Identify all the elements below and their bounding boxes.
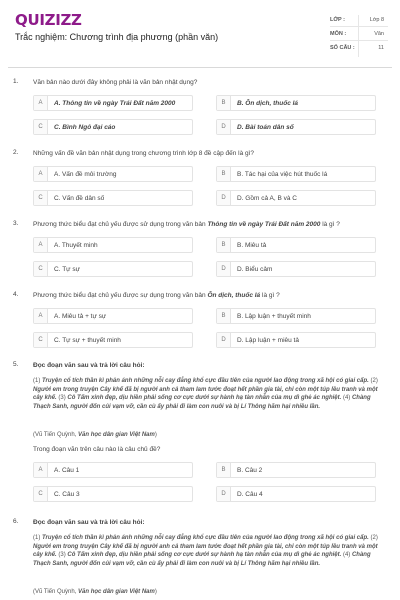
option-text: B. Lập luận + thuyết minh xyxy=(237,312,311,320)
option-letter: D xyxy=(217,333,231,347)
sentence-text: Chàng Thạch Sanh, người đốn củi vạm vỡ, cần cù ấy phải đi làm con nuôi và bị Lí Thông hãm hại nhiều lần. xyxy=(33,395,371,410)
option-text: A. Thông tin về ngày Trái Đất năm 2000 xyxy=(54,99,176,107)
meta-label: SỐ CÂU : xyxy=(330,45,355,51)
sentence-text: Truyện cổ tích thần kì phản ánh những nỗi cay đắng khổ cực đầu tiên của người lao động trong xã hội có giai cấp. xyxy=(42,535,369,541)
option-text: D. Câu 4 xyxy=(237,490,263,498)
meta-label: LỚP : xyxy=(330,16,345,23)
option-c[interactable] xyxy=(33,261,193,277)
option-b[interactable] xyxy=(216,166,376,182)
meta-row-class xyxy=(330,13,388,27)
option-text: C. Câu 3 xyxy=(54,490,80,498)
option-c[interactable] xyxy=(33,332,193,348)
option-a[interactable] xyxy=(33,462,193,478)
sentence-text: Người em trong truyện Cây khế đã bị người anh cả tham lam tước đoạt hết phần gia tài, chỉ còn một túp lều tranh và một cây khế. xyxy=(33,543,378,558)
option-text: B. Miêu tả xyxy=(237,241,267,249)
option-letter: B xyxy=(217,463,231,477)
sentence-text: Truyện cổ tích thần kì phản ánh những nỗi cay đắng khổ cực đầu tiên của người lao động trong xã hội có giai cấp. xyxy=(42,378,369,384)
option-letter: D xyxy=(217,120,231,134)
meta-value: 11 xyxy=(378,45,384,51)
question-text-title: Thông tin về ngày Trái Đất năm 2000 xyxy=(207,221,321,228)
question-number: 6. xyxy=(13,518,19,525)
option-text: C. Tự sự xyxy=(54,265,80,273)
question-number: 4. xyxy=(13,291,19,298)
sentence-text: Cô Tấm xinh đẹp, dịu hiền phải sống cơ cực dưới sự hành hạ tàn nhẫn của mụ dì ghẻ ác nghiệt. xyxy=(67,552,342,558)
citation-close: ) xyxy=(154,589,157,595)
option-letter: B xyxy=(217,238,231,252)
question-text-title: Ôn dịch, thuốc lá xyxy=(207,292,261,299)
option-b[interactable] xyxy=(216,308,376,324)
sentence-number: (1) xyxy=(33,535,42,541)
option-text: A. Thuyết minh xyxy=(54,241,98,249)
option-text: A. Câu 1 xyxy=(54,466,80,474)
option-d[interactable] xyxy=(216,486,376,502)
reading-passage xyxy=(33,534,378,568)
option-text: B. Câu 2 xyxy=(237,466,263,474)
option-d[interactable] xyxy=(216,119,376,135)
option-text: D. Biểu cảm xyxy=(237,265,273,273)
citation-source: Văn học dân gian Việt Nam xyxy=(78,432,155,438)
question-text-post: là gì ? xyxy=(260,292,280,299)
question-text xyxy=(33,220,378,229)
citation-source: Văn học dân gian Việt Nam xyxy=(78,589,155,595)
option-letter: C xyxy=(34,191,48,205)
option-letter: A xyxy=(34,309,48,323)
question-number: 2. xyxy=(13,149,19,156)
option-letter: B xyxy=(217,167,231,181)
question-number: 1. xyxy=(13,78,19,85)
option-text: A. Miêu tả + tự sự xyxy=(54,312,107,320)
question-number: 5. xyxy=(13,361,19,368)
option-text: B. Tác hại của việc hút thuốc lá xyxy=(237,170,328,178)
option-letter: B xyxy=(217,96,231,110)
option-letter: A xyxy=(34,238,48,252)
option-d[interactable] xyxy=(216,190,376,206)
question-text: Văn bản nào dưới đây không phải là văn bản nhật dụng? xyxy=(33,79,198,86)
meta-value: Lớp 8 xyxy=(369,16,384,23)
worksheet-header xyxy=(0,0,400,66)
option-text: C. Vấn đề dân số xyxy=(54,194,105,202)
option-text: A. Vấn đề môi trường xyxy=(54,170,117,178)
option-d[interactable] xyxy=(216,261,376,277)
sub-question: Trong đoạn văn trên câu nào là câu chủ đề? xyxy=(33,446,161,453)
sentence-text: Người em trong truyện Cây khế đã bị người anh cả tham lam tước đoạt hết phần gia tài, chỉ còn một túp lều tranh và một cây khế. xyxy=(33,386,378,401)
quizizz-logo: QUIZIZZ xyxy=(15,11,82,29)
sentence-number: (4) xyxy=(341,552,352,558)
option-text: D. Gồm cả A, B và C xyxy=(237,194,297,202)
option-c[interactable] xyxy=(33,190,193,206)
sentence-number: (3) xyxy=(56,395,68,401)
question-text: Những vấn đề văn bản nhật dụng trong chương trình lớp 8 đề cập đến là gì? xyxy=(33,150,255,157)
option-letter: C xyxy=(34,262,48,276)
sentence-text: Cô Tấm xinh đẹp, dịu hiền phải sống cơ cực dưới sự hành hạ tàn nhẫn của mụ dì ghẻ ác nghiệt. xyxy=(67,395,342,401)
option-a[interactable] xyxy=(33,95,193,111)
citation-author: (Vũ Tiến Quỳnh, xyxy=(33,589,79,595)
worksheet-title: Trắc nghiệm: Chương trình địa phương (phần văn) xyxy=(15,32,219,42)
citation-author: (Vũ Tiến Quỳnh, xyxy=(33,432,79,438)
citation-close: ) xyxy=(154,432,157,438)
sentence-number: (3) xyxy=(56,552,68,558)
sentence-text: Chàng Thạch Sanh, người đốn củi vạm vỡ, cần cù ấy phải đi làm con nuôi và bị Lí Thông hãm hại nhiều lần. xyxy=(33,552,371,567)
option-letter: D xyxy=(217,262,231,276)
sentence-number: (2) xyxy=(368,378,378,384)
sentence-number: (4) xyxy=(341,395,352,401)
question-text-pre: Phương thức biểu đạt chủ yếu được sự dụng trong văn bản xyxy=(33,292,208,299)
option-a[interactable] xyxy=(33,237,193,253)
option-letter: B xyxy=(217,309,231,323)
question-number: 3. xyxy=(13,220,19,227)
option-b[interactable] xyxy=(216,237,376,253)
meta-label: MÔN : xyxy=(330,30,347,37)
option-text: D. Lập luận + miêu tả xyxy=(237,336,299,344)
option-letter: C xyxy=(34,333,48,347)
option-letter: A xyxy=(34,167,48,181)
option-b[interactable] xyxy=(216,462,376,478)
option-letter: C xyxy=(34,487,48,501)
option-text: C. Bình Ngô đại cáo xyxy=(54,123,116,131)
question-text xyxy=(33,291,378,300)
meta-value: Văn xyxy=(374,30,384,37)
option-c[interactable] xyxy=(33,486,193,502)
option-text: C. Tự sự + thuyết minh xyxy=(54,336,121,344)
sentence-number: (1) xyxy=(33,378,42,384)
question-text: Đọc đoạn văn sau và trả lời câu hỏi: xyxy=(33,519,145,526)
option-text: D. Bài toán dân số xyxy=(237,123,294,131)
sentence-number: (2) xyxy=(368,535,378,541)
option-letter: D xyxy=(217,487,231,501)
option-letter: C xyxy=(34,120,48,134)
meta-table xyxy=(330,13,388,55)
option-letter: D xyxy=(217,191,231,205)
option-a[interactable] xyxy=(33,166,193,182)
header-divider xyxy=(8,67,392,68)
passage-citation xyxy=(33,432,157,438)
option-letter: A xyxy=(34,96,48,110)
question-text-pre: Phương thức biểu đạt chủ yếu được sử dụng trong văn bản xyxy=(33,221,208,228)
option-d[interactable] xyxy=(216,332,376,348)
option-letter: A xyxy=(34,463,48,477)
reading-passage xyxy=(33,377,378,411)
question-text-post: là gì ? xyxy=(320,221,340,228)
meta-row-subject xyxy=(330,27,388,41)
option-text: B. Ôn dịch, thuốc lá xyxy=(237,99,299,107)
question-text: Đọc đoạn văn sau và trả lời câu hỏi: xyxy=(33,362,145,369)
option-b[interactable] xyxy=(216,95,376,111)
passage-citation xyxy=(33,589,157,595)
meta-row-count xyxy=(330,41,388,55)
option-c[interactable] xyxy=(33,119,193,135)
option-a[interactable] xyxy=(33,308,193,324)
